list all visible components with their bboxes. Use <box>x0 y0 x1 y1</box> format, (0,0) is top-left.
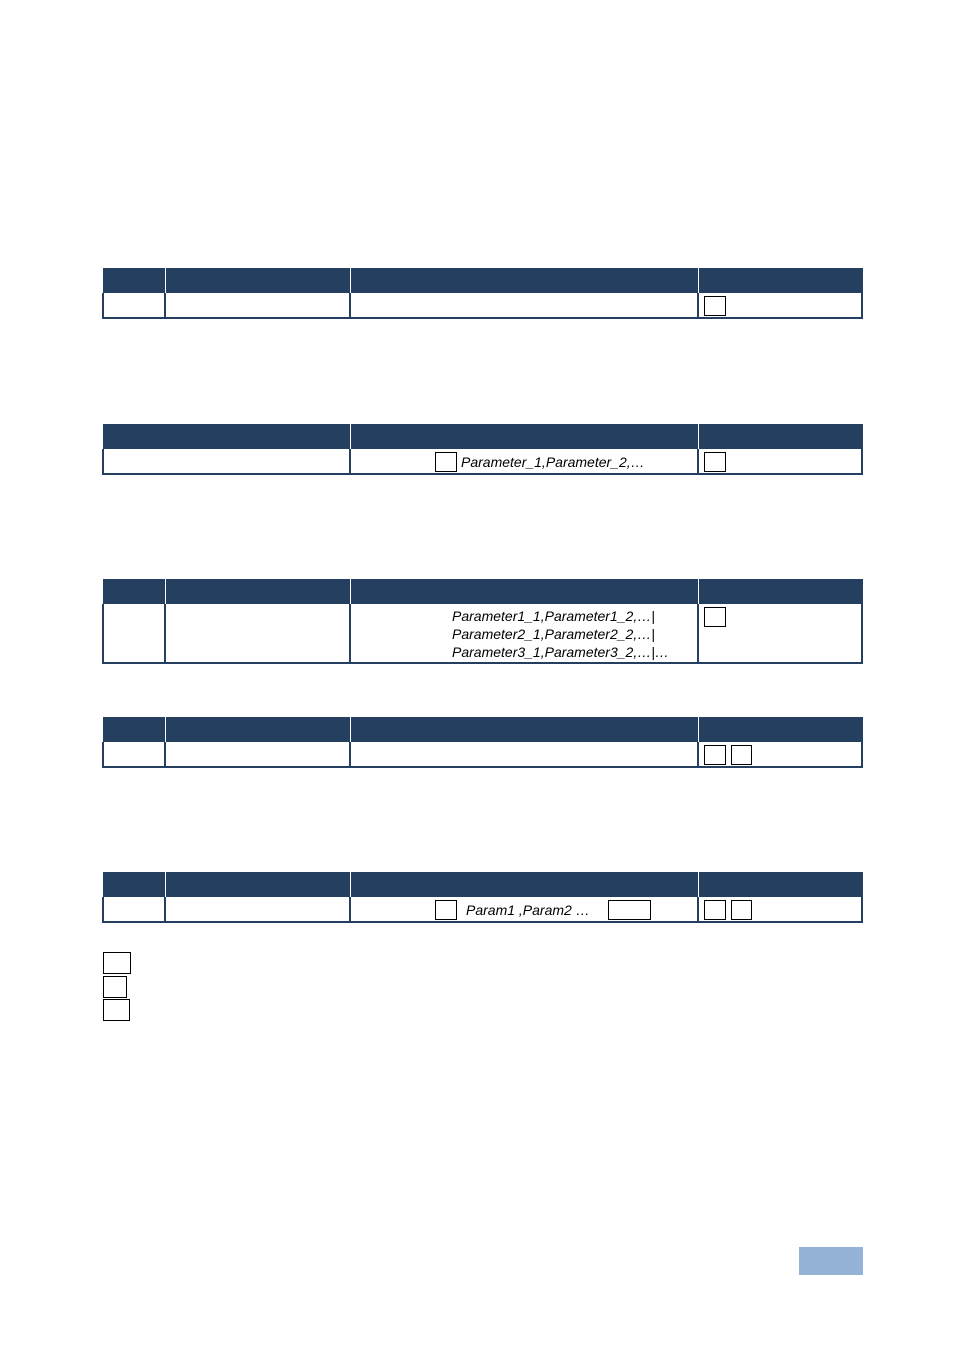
table-cell <box>350 897 698 922</box>
header-cell <box>698 872 862 897</box>
table-cell <box>350 604 698 663</box>
command-table-4 <box>102 717 863 768</box>
table-cell <box>350 449 698 474</box>
header-cell <box>103 268 165 293</box>
command-table-1 <box>102 268 863 319</box>
table-cell <box>103 449 350 474</box>
table-cell <box>103 604 165 663</box>
placeholder-box <box>103 952 131 974</box>
parameter-line-2: Parameter2_1,Parameter2_2,…| <box>452 626 655 642</box>
header-cell <box>165 872 350 897</box>
header-cell <box>103 717 165 742</box>
placeholder-box <box>731 745 752 765</box>
command-table-3 <box>102 579 863 664</box>
header-cell <box>165 717 350 742</box>
placeholder-box <box>731 900 752 920</box>
placeholder-box <box>704 607 726 627</box>
command-table-5 <box>102 872 863 923</box>
placeholder-box <box>704 745 726 765</box>
header-cell <box>103 579 165 604</box>
table-cell <box>698 742 862 767</box>
parameter-syntax: Param1 ,Param2 … <box>466 902 590 918</box>
table-cell <box>698 449 862 474</box>
header-cell <box>165 579 350 604</box>
table-cell <box>165 293 350 318</box>
table-cell <box>165 742 350 767</box>
placeholder-box <box>704 452 726 472</box>
table-cell <box>103 293 165 318</box>
table-cell <box>103 742 165 767</box>
header-cell <box>350 872 698 897</box>
header-cell <box>698 268 862 293</box>
header-cell <box>698 579 862 604</box>
parameter-line-3: Parameter3_1,Parameter3_2,…|… <box>452 644 669 660</box>
placeholder-box <box>435 900 457 920</box>
header-cell <box>698 424 862 449</box>
table-cell <box>103 897 165 922</box>
table-cell <box>698 604 862 663</box>
table-cell <box>350 742 698 767</box>
placeholder-box <box>103 976 127 998</box>
header-cell <box>350 268 698 293</box>
header-cell <box>350 424 698 449</box>
table-cell <box>165 897 350 922</box>
placeholder-box <box>704 900 726 920</box>
page-number-tab <box>799 1247 863 1275</box>
table-cell <box>698 293 862 318</box>
header-cell <box>103 424 350 449</box>
header-cell <box>103 872 165 897</box>
parameter-line-1: Parameter1_1,Parameter1_2,…| <box>452 608 655 624</box>
placeholder-box <box>435 452 457 472</box>
header-cell <box>698 717 862 742</box>
header-cell <box>350 717 698 742</box>
placeholder-box <box>103 999 130 1021</box>
placeholder-box <box>608 900 651 920</box>
table-cell <box>350 293 698 318</box>
parameter-syntax: Parameter_1,Parameter_2,… <box>461 454 645 470</box>
command-table-2 <box>102 424 863 475</box>
table-cell <box>698 897 862 922</box>
placeholder-box <box>704 296 726 316</box>
header-cell <box>350 579 698 604</box>
table-cell <box>165 604 350 663</box>
header-cell <box>165 268 350 293</box>
